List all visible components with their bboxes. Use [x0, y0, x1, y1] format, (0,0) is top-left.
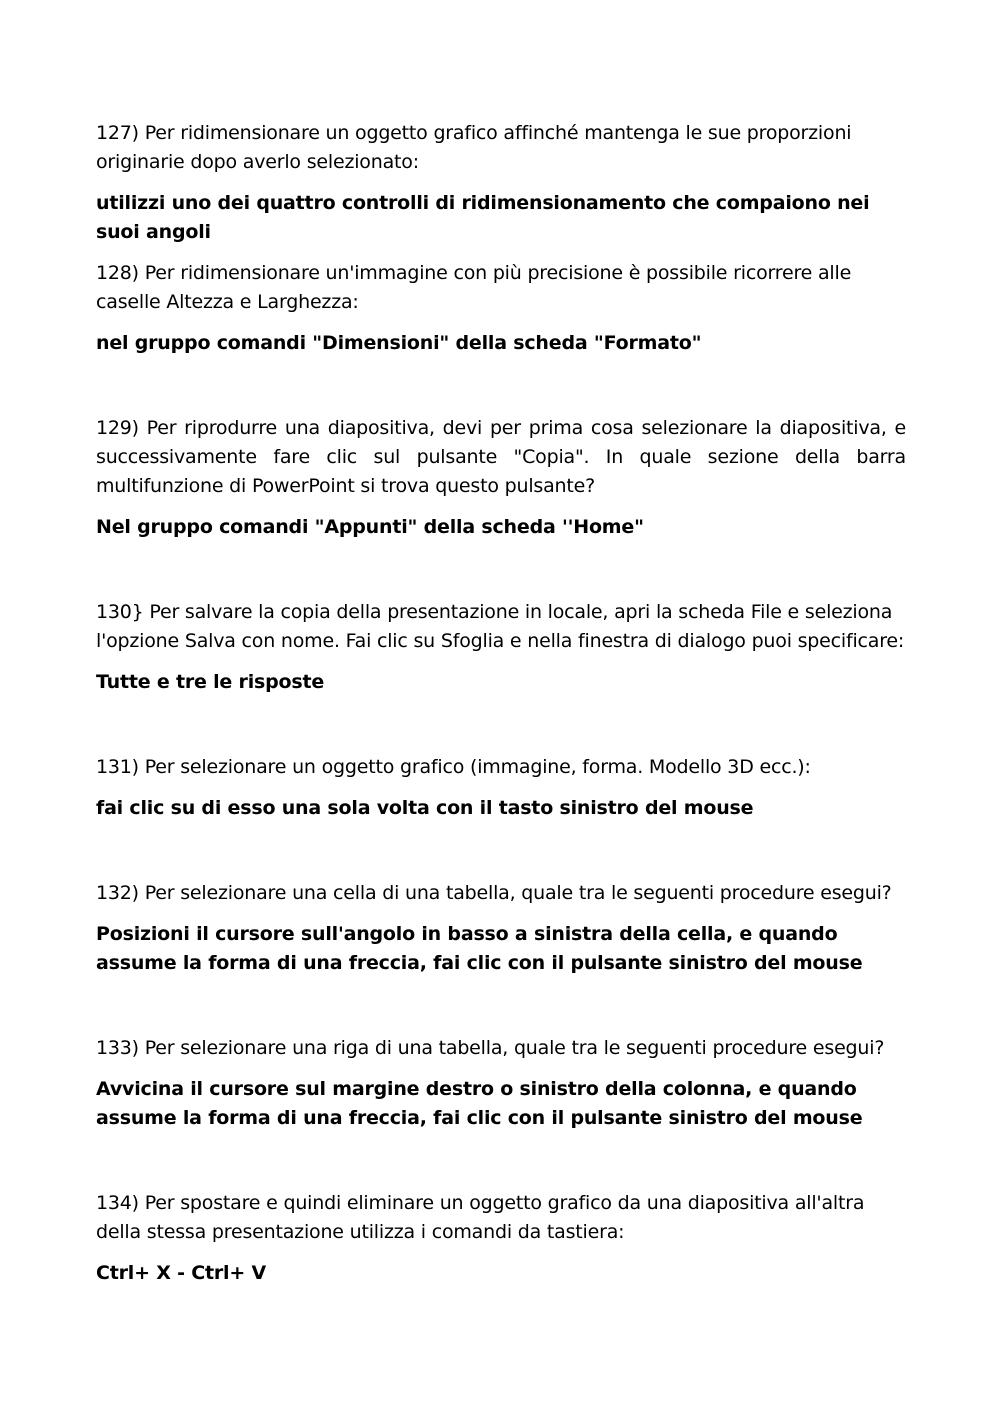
question-text: 129) Per riprodurre una diapositiva, devi per prima cosa selezionare la diapositiva, e successivamente fare clic sul pulsante "Copia". In quale sezione della barra multifunzione di PowerPoint si trova questo pulsante? [96, 417, 906, 497]
question-text: 134) Per spostare e quindi eliminare un oggetto grafico da una diapositiva all'altra della stessa presentazione utilizza i comandi da tastiera: [96, 1192, 865, 1243]
question-132 [96, 879, 906, 978]
answer-text: Avvicina il cursore sul margine destro o sinistro della colonna, e quando assume la forma di una freccia, fai clic con il pulsante sinistro del mouse [96, 1078, 863, 1129]
answer-text: Ctrl+ X - Ctrl+ V [96, 1262, 266, 1284]
question-text: 130} Per salvare la copia della presentazione in locale, apri la scheda File e seleziona l'opzione Salva con nome. Fai clic su Sfoglia e nella finestra di dialogo puoi specificare: [96, 601, 905, 652]
document-page [96, 119, 906, 1288]
answer-text: fai clic su di esso una sola volta con il tasto sinistro del mouse [96, 797, 754, 819]
question-text: 127) Per ridimensionare un oggetto grafico affinché mantenga le sue proporzioni originarie dopo averlo selezionato: [96, 122, 852, 173]
question-127 [96, 119, 906, 247]
answer-text: nel gruppo comandi "Dimensioni" della scheda "Formato" [96, 332, 702, 354]
question-130 [96, 598, 906, 697]
answer-text: Posizioni il cursore sull'angolo in basso a sinistra della cella, e quando assume la forma di una freccia, fai clic con il pulsante sinistro del mouse [96, 923, 863, 974]
question-text: 128) Per ridimensionare un'immagine con più precisione è possibile ricorrere alle caselle Altezza e Larghezza: [96, 262, 852, 313]
question-134 [96, 1189, 906, 1288]
question-text: 131) Per selezionare un oggetto grafico (immagine, forma. Modello 3D ecc.): [96, 756, 811, 778]
question-133 [96, 1034, 906, 1133]
question-131 [96, 753, 906, 823]
answer-text: Nel gruppo comandi "Appunti" della scheda ''Home" [96, 516, 644, 538]
question-129 [96, 414, 906, 542]
answer-text: utilizzi uno dei quattro controlli di ridimensionamento che compaiono nei suoi angoli [96, 192, 870, 243]
question-text: 132) Per selezionare una cella di una tabella, quale tra le seguenti procedure esegui? [96, 882, 892, 904]
answer-text: Tutte e tre le risposte [96, 671, 325, 693]
question-128 [96, 259, 906, 358]
question-text: 133) Per selezionare una riga di una tabella, quale tra le seguenti procedure esegui? [96, 1037, 885, 1059]
